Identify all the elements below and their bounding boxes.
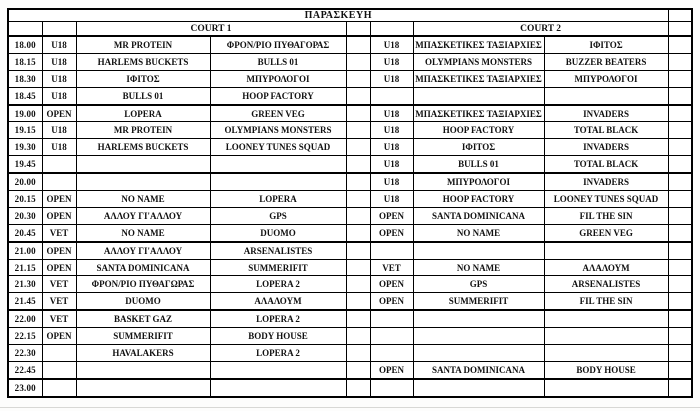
court1-category-cell: U18 bbox=[42, 36, 76, 53]
court1-home-team-cell: ΑΛΛΟΥ ΓΙ'ΑΛΛΟΥ bbox=[76, 207, 210, 224]
court2-home-team-cell: HOOP FACTORY bbox=[413, 122, 544, 139]
court1-category-cell bbox=[42, 156, 76, 173]
spacer-cell bbox=[346, 173, 370, 190]
court2-home-team-cell: ΜΠΑΣΚΕΤΙΚΕΣ ΤΑΞΙΑΡΧΙΕΣ bbox=[413, 105, 544, 122]
court2-category-cell: U18 bbox=[370, 70, 413, 87]
court1-away-team-cell bbox=[210, 156, 346, 173]
court2-away-team-cell: FIL THE SIN bbox=[544, 293, 668, 310]
court2-category-cell: OPEN bbox=[370, 361, 413, 378]
end-cell bbox=[668, 70, 692, 87]
court1-category-cell: U18 bbox=[42, 122, 76, 139]
court2-category-cell: U18 bbox=[370, 105, 413, 122]
court1-away-team-cell: ARSENALISTES bbox=[210, 242, 346, 259]
time-cell: 21.45 bbox=[8, 293, 42, 310]
spacer-cell bbox=[346, 191, 370, 208]
schedule-row bbox=[8, 293, 692, 310]
end-cell bbox=[668, 224, 692, 241]
time-cell: 21.00 bbox=[8, 242, 42, 259]
time-cell: 23.00 bbox=[8, 379, 42, 397]
time-cell: 18.45 bbox=[8, 87, 42, 104]
court1-away-team-cell: LOPERA 2 bbox=[210, 345, 346, 362]
court1-away-team-cell: SUMMERIFIT bbox=[210, 259, 346, 276]
spacer-cell bbox=[346, 293, 370, 310]
time-cell: 22.00 bbox=[8, 310, 42, 327]
court2-home-team-cell: GPS bbox=[413, 276, 544, 293]
end-cell bbox=[668, 105, 692, 122]
court2-away-team-cell: GREEN VEG bbox=[544, 224, 668, 241]
end-cell bbox=[668, 328, 692, 345]
court2-category-cell bbox=[370, 379, 413, 397]
court2-home-team-cell: ΜΠΥΡΟΛΟΓΟΙ bbox=[413, 173, 544, 190]
spacer-cell bbox=[346, 259, 370, 276]
court2-away-team-cell: INVADERS bbox=[544, 105, 668, 122]
time-cell: 18.15 bbox=[8, 53, 42, 70]
schedule-row bbox=[8, 105, 692, 122]
schedule-rows bbox=[8, 36, 692, 397]
time-cell: 20.15 bbox=[8, 191, 42, 208]
court1-home-team-cell: NO NAME bbox=[76, 224, 210, 241]
court1-home-team-cell: SUMMERIFIT bbox=[76, 328, 210, 345]
schedule-row bbox=[8, 345, 692, 362]
schedule-row bbox=[8, 328, 692, 345]
spacer-cell bbox=[346, 276, 370, 293]
end-cell bbox=[668, 242, 692, 259]
schedule-row bbox=[8, 191, 692, 208]
spacer-cell bbox=[346, 53, 370, 70]
spacer-cell bbox=[346, 379, 370, 397]
spacer-cell bbox=[346, 139, 370, 156]
end-cell bbox=[668, 139, 692, 156]
court2-category-cell: U18 bbox=[370, 139, 413, 156]
end-cell bbox=[668, 276, 692, 293]
court2-away-team-cell: TOTAL BLACK bbox=[544, 122, 668, 139]
court1-header: COURT 1 bbox=[76, 22, 346, 37]
court1-category-cell: U18 bbox=[42, 70, 76, 87]
court2-away-team-cell: INVADERS bbox=[544, 139, 668, 156]
court1-category-cell: OPEN bbox=[42, 105, 76, 122]
end-cell bbox=[668, 310, 692, 327]
end-cell bbox=[668, 173, 692, 190]
court1-home-team-cell: ΙΦΙΤΟΣ bbox=[76, 70, 210, 87]
court2-home-team-cell: SANTA DOMINICANA bbox=[413, 207, 544, 224]
court2-home-team-cell: NO NAME bbox=[413, 224, 544, 241]
court2-home-team-cell: SANTA DOMINICANA bbox=[413, 361, 544, 378]
court1-away-team-cell: HOOP FACTORY bbox=[210, 87, 346, 104]
spacer-cell bbox=[346, 36, 370, 53]
spacer-cell bbox=[346, 328, 370, 345]
court2-category-cell: U18 bbox=[370, 36, 413, 53]
court1-home-team-cell: HAVALAKERS bbox=[76, 345, 210, 362]
court2-category-cell bbox=[370, 242, 413, 259]
court2-home-team-cell bbox=[413, 242, 544, 259]
court2-away-team-cell bbox=[544, 328, 668, 345]
court2-category-cell bbox=[370, 87, 413, 104]
court1-category-cell: U18 bbox=[42, 87, 76, 104]
court2-home-team-cell: OLYMPIANS MONSTERS bbox=[413, 53, 544, 70]
court2-away-team-cell: FIL THE SIN bbox=[544, 207, 668, 224]
court2-away-team-cell: INVADERS bbox=[544, 173, 668, 190]
time-cell: 21.30 bbox=[8, 276, 42, 293]
schedule-row bbox=[8, 242, 692, 259]
court1-away-team-cell: LOPERA 2 bbox=[210, 276, 346, 293]
end-cell bbox=[668, 207, 692, 224]
court1-home-team-cell: DUOMO bbox=[76, 293, 210, 310]
end-cell bbox=[668, 22, 692, 37]
court1-away-team-cell: BULLS 01 bbox=[210, 53, 346, 70]
court2-away-team-cell bbox=[544, 242, 668, 259]
court2-category-cell bbox=[370, 345, 413, 362]
court1-away-team-cell: ΜΠΥΡΟΛΟΓΟΙ bbox=[210, 70, 346, 87]
schedule-row bbox=[8, 156, 692, 173]
time-header-cell bbox=[8, 22, 42, 37]
court1-home-team-cell: ΦΡΟΝ/ΡΙΟ ΠΥΘΑΓΩΡΑΣ bbox=[76, 276, 210, 293]
court2-away-team-cell: TOTAL BLACK bbox=[544, 156, 668, 173]
spacer-cell bbox=[346, 207, 370, 224]
court1-away-team-cell: OLYMPIANS MONSTERS bbox=[210, 122, 346, 139]
court2-away-team-cell: ΜΠΥΡΟΛΟΓΟΙ bbox=[544, 70, 668, 87]
court2-category-cell bbox=[370, 310, 413, 327]
court1-away-team-cell: GPS bbox=[210, 207, 346, 224]
court2-away-team-cell: ΙΦΙΤΟΣ bbox=[544, 36, 668, 53]
court2-away-team-cell bbox=[544, 310, 668, 327]
spacer-cell bbox=[346, 224, 370, 241]
court2-away-team-cell: LOONEY TUNES SQUAD bbox=[544, 191, 668, 208]
court2-category-cell: U18 bbox=[370, 191, 413, 208]
court1-category-cell: OPEN bbox=[42, 328, 76, 345]
time-cell: 19.45 bbox=[8, 156, 42, 173]
time-cell: 22.30 bbox=[8, 345, 42, 362]
court1-away-team-cell bbox=[210, 173, 346, 190]
court1-category-cell bbox=[42, 345, 76, 362]
spacer-cell bbox=[346, 87, 370, 104]
court1-category-cell bbox=[42, 173, 76, 190]
end-cell bbox=[668, 293, 692, 310]
time-cell: 20.30 bbox=[8, 207, 42, 224]
schedule-row bbox=[8, 276, 692, 293]
time-cell: 22.15 bbox=[8, 328, 42, 345]
court2-home-team-cell: HOOP FACTORY bbox=[413, 191, 544, 208]
court2-category-cell: OPEN bbox=[370, 276, 413, 293]
court2-category-cell: OPEN bbox=[370, 224, 413, 241]
schedule-row bbox=[8, 53, 692, 70]
court2-home-team-cell bbox=[413, 310, 544, 327]
spacer-cell bbox=[346, 310, 370, 327]
end-cell bbox=[668, 122, 692, 139]
spacer-cell bbox=[346, 345, 370, 362]
court1-home-team-cell: BULLS 01 bbox=[76, 87, 210, 104]
end-cell bbox=[668, 156, 692, 173]
court2-away-team-cell bbox=[544, 345, 668, 362]
sheet-gridline bbox=[0, 407, 700, 408]
time-cell: 18.00 bbox=[8, 36, 42, 53]
court2-home-team-cell bbox=[413, 379, 544, 397]
court1-home-team-cell: ΑΛΛΟΥ ΓΙ'ΑΛΛΟΥ bbox=[76, 242, 210, 259]
schedule-row bbox=[8, 379, 692, 397]
court2-away-team-cell: ΑΛΑΛΟΥΜ bbox=[544, 259, 668, 276]
court1-category-cell: OPEN bbox=[42, 242, 76, 259]
end-cell bbox=[668, 36, 692, 53]
schedule-row bbox=[8, 139, 692, 156]
court1-away-team-cell: GREEN VEG bbox=[210, 105, 346, 122]
court2-category-cell: U18 bbox=[370, 156, 413, 173]
court2-category-cell: VET bbox=[370, 259, 413, 276]
court1-away-team-cell: BODY HOUSE bbox=[210, 328, 346, 345]
end-cell bbox=[668, 379, 692, 397]
court2-category-cell: U18 bbox=[370, 122, 413, 139]
time-cell: 21.15 bbox=[8, 259, 42, 276]
court1-home-team-cell: LOPERA bbox=[76, 105, 210, 122]
court2-home-team-cell: ΜΠΑΣΚΕΤΙΚΕΣ ΤΑΞΙΑΡΧΙΕΣ bbox=[413, 36, 544, 53]
court2-category-cell bbox=[370, 328, 413, 345]
court1-home-team-cell bbox=[76, 361, 210, 378]
court1-away-team-cell bbox=[210, 379, 346, 397]
court1-home-team-cell bbox=[76, 156, 210, 173]
court1-category-cell: U18 bbox=[42, 53, 76, 70]
time-cell: 20.00 bbox=[8, 173, 42, 190]
schedule-table bbox=[7, 8, 693, 398]
time-cell: 22.45 bbox=[8, 361, 42, 378]
court2-home-team-cell: NO NAME bbox=[413, 259, 544, 276]
schedule-row bbox=[8, 36, 692, 53]
court2-away-team-cell bbox=[544, 379, 668, 397]
court1-category-cell: U18 bbox=[42, 139, 76, 156]
court1-away-team-cell bbox=[210, 361, 346, 378]
title-row bbox=[8, 9, 692, 22]
court2-home-team-cell: BULLS 01 bbox=[413, 156, 544, 173]
court1-home-team-cell bbox=[76, 379, 210, 397]
court1-home-team-cell: HARLEMS BUCKETS bbox=[76, 53, 210, 70]
court2-category-header-cell bbox=[370, 22, 413, 37]
schedule-row bbox=[8, 259, 692, 276]
schedule-row bbox=[8, 122, 692, 139]
court1-home-team-cell: MR PROTEIN bbox=[76, 122, 210, 139]
court2-category-cell: OPEN bbox=[370, 207, 413, 224]
court1-home-team-cell: HARLEMS BUCKETS bbox=[76, 139, 210, 156]
end-cell bbox=[668, 191, 692, 208]
court1-category-cell bbox=[42, 361, 76, 378]
court1-home-team-cell: BASKET GAZ bbox=[76, 310, 210, 327]
court1-category-cell bbox=[42, 379, 76, 397]
spacer-header-cell bbox=[346, 22, 370, 37]
court1-home-team-cell: SANTA DOMINICANA bbox=[76, 259, 210, 276]
court1-category-cell: OPEN bbox=[42, 207, 76, 224]
end-cell bbox=[668, 361, 692, 378]
court1-category-cell: OPEN bbox=[42, 259, 76, 276]
schedule-row bbox=[8, 310, 692, 327]
court1-home-team-cell bbox=[76, 173, 210, 190]
end-cell bbox=[668, 259, 692, 276]
court2-away-team-cell: ARSENALISTES bbox=[544, 276, 668, 293]
time-cell: 19.00 bbox=[8, 105, 42, 122]
court2-away-team-cell: BODY HOUSE bbox=[544, 361, 668, 378]
end-cell bbox=[668, 9, 692, 22]
court-header-row bbox=[8, 22, 692, 37]
court1-category-cell: VET bbox=[42, 276, 76, 293]
court2-home-team-cell: ΙΦΙΤΟΣ bbox=[413, 139, 544, 156]
court1-away-team-cell: LOONEY TUNES SQUAD bbox=[210, 139, 346, 156]
time-cell: 19.30 bbox=[8, 139, 42, 156]
court1-home-team-cell: MR PROTEIN bbox=[76, 36, 210, 53]
time-cell: 20.45 bbox=[8, 224, 42, 241]
court2-home-team-cell: ΜΠΑΣΚΕΤΙΚΕΣ ΤΑΞΙΑΡΧΙΕΣ bbox=[413, 70, 544, 87]
court1-away-team-cell: DUOMO bbox=[210, 224, 346, 241]
schedule-row bbox=[8, 361, 692, 378]
court1-away-team-cell: ΑΛΑΛΟΥΜ bbox=[210, 293, 346, 310]
time-cell: 18.30 bbox=[8, 70, 42, 87]
court1-away-team-cell: ΦΡΟΝ/ΡΙΟ ΠΥΘΑΓΟΡΑΣ bbox=[210, 36, 346, 53]
court2-header: COURT 2 bbox=[413, 22, 668, 37]
court2-home-team-cell bbox=[413, 328, 544, 345]
time-cell: 19.15 bbox=[8, 122, 42, 139]
schedule-row bbox=[8, 173, 692, 190]
end-cell bbox=[668, 53, 692, 70]
spacer-cell bbox=[346, 122, 370, 139]
schedule-row bbox=[8, 207, 692, 224]
court1-away-team-cell: LOPERA 2 bbox=[210, 310, 346, 327]
court1-category-cell: VET bbox=[42, 224, 76, 241]
court2-away-team-cell: BUZZER BEATERS bbox=[544, 53, 668, 70]
schedule-row bbox=[8, 87, 692, 104]
court1-category-cell: OPEN bbox=[42, 191, 76, 208]
court1-category-cell: VET bbox=[42, 293, 76, 310]
court2-home-team-cell bbox=[413, 345, 544, 362]
end-cell bbox=[668, 87, 692, 104]
court2-home-team-cell: SUMMERIFIT bbox=[413, 293, 544, 310]
court1-home-team-cell: NO NAME bbox=[76, 191, 210, 208]
spacer-cell bbox=[346, 156, 370, 173]
spacer-cell bbox=[346, 242, 370, 259]
schedule-row bbox=[8, 70, 692, 87]
court2-away-team-cell bbox=[544, 87, 668, 104]
spacer-cell bbox=[346, 105, 370, 122]
court1-category-header-cell bbox=[42, 22, 76, 37]
schedule-row bbox=[8, 224, 692, 241]
end-cell bbox=[668, 345, 692, 362]
court2-category-cell: OPEN bbox=[370, 293, 413, 310]
court2-category-cell: U18 bbox=[370, 53, 413, 70]
court1-category-cell: VET bbox=[42, 310, 76, 327]
court2-home-team-cell bbox=[413, 87, 544, 104]
court2-category-cell: U18 bbox=[370, 173, 413, 190]
spacer-cell bbox=[346, 361, 370, 378]
spacer-cell bbox=[346, 70, 370, 87]
court1-away-team-cell: LOPERA bbox=[210, 191, 346, 208]
day-title: ΠΑΡΑΣΚΕΥΗ bbox=[8, 9, 668, 22]
